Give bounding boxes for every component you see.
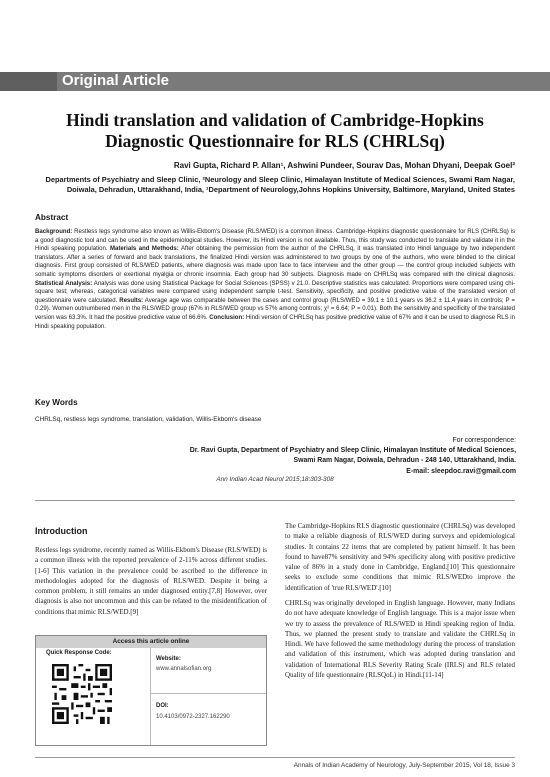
journal-citation: Ann Indian Acad Neurol 2015;18:303-308: [216, 476, 334, 483]
doi-value[interactable]: 10.4103/0972-2327.162290: [156, 714, 230, 720]
abstract-stats: Analysis was done using Statistical Package for Social Sciences (SPSS) v 21.0. Descriptive statistics was calculated. Proportions were compared using chi-square test; whereas, categorical variables were compared using independent sample t-test. Sensitivity, specificity, and positive predictive value of the translated version of questionnaire were calculated.: [35, 280, 515, 304]
introduction-heading: Introduction: [35, 526, 88, 536]
access-box-title: Access this article online: [36, 636, 266, 648]
page-footer: Annals of Indian Academy of Neurology, July-September 2015, Vol 18, Issue 3: [293, 762, 515, 769]
website-link[interactable]: www.annalsofian.org: [156, 666, 212, 672]
abstract-results: Average age was comparable between the cases and control group (RLS/WED = 39.1 ± 10.1 years vs 36.2 ± 11.4 years in controls; P = 0.29). Women outnumbered men in the RLS/WED group (67% in RLS/WED group vs 57% among controls; χ² = 6.64; P = 0.01). Both the sensitivity and specificity of the translated version was 63.3%. It had the positive predictive value of 66.6%.: [35, 297, 515, 321]
qr-code-label: Quick Response Code:: [46, 650, 112, 656]
correspondence-line-1: Dr. Ravi Gupta, Department of Psychiatry and Sleep Clinic, Himalayan Institute of Medical Sciences,: [189, 447, 516, 455]
abstract-results-label: Results:: [119, 297, 144, 304]
qr-code-image[interactable]: [52, 663, 112, 725]
section-label: Original Article: [62, 72, 169, 89]
article-title: Hindi translation and validation of Cambridge-Hopkins Diagnostic Questionnaire for RLS (CHRLSq): [66, 110, 484, 151]
doi-label: DOI:: [156, 703, 169, 709]
website-label: Website:: [156, 656, 181, 662]
correspondence-heading: For correspondence:: [452, 437, 516, 444]
correspondence-line-2: Swami Ram Nagar, Doiwala, Dehradun - 248 140, Uttarakhand, India.: [293, 457, 516, 465]
right-column-paragraph-2: CHRLSq was originally developed in English language. However, many Indians do not have adequate knowledge of English language. This is a major issue when we try to assess the prevalence of RLS/WED in Hindi speaking region of India. Thus, we planned the present study to translate and validate the CHRLSq in Hindi. We have followed the same methodology during the process of translation and validation of this instrument, which was adopted during translation and validation of International RLS Severity Rating Scale (IRLS) and RLS related Quality of life questionnaire (RLSQoL) in Hindi.[11-14]: [285, 599, 515, 680]
correspondence-block: [120, 436, 516, 477]
abstract-stats-label: Statistical Analysis:: [35, 280, 93, 287]
affiliations: Departments of Psychiatry and Sleep Clinic, ²Neurology and Sleep Clinic, Himalayan Institute of Medical Sciences, Swami Ram Nagar, Doiwala, Dehradun, Uttarakhand, India, ¹Department of Neurology,Johns Hopkins University, Baltimore, Maryland, United States: [45, 175, 515, 194]
abstract-methods: After obtaining the permission from the author of the CHRLSq, it was translated into Hindi language by two independent translators. After a series of forward and back translations, the finalized Hindi version was administered to two groups by one of the authors, who were blinded to the clinical diagnosis. First group consisted of RLS/WED patients, where diagnosis was made upon face to face interview and the other group — the control group included subjects with somatic symptoms disorders or exertional myalgia or chronic insomnia. Each group had 30 subjects. Diagnosis made on CHRLSq was compared with the clinical diagnosis.: [35, 246, 515, 278]
section-divider: [35, 500, 515, 501]
keywords-list: CHRLSq, restless legs syndrome, translation, validation, Willis-Ekbom's disease: [35, 416, 262, 423]
introduction-paragraph: Restless legs syndrome, recently named as Willis-Ekbom's Disease (RLS/WED) is a common illness with the reported prevalence of 2-11% across different studies.[1-6] This variation in the prevalence could be ascribed to the difference in methodologies adopted for the diagnosis of RLS/WED. Despite it being a common problem, it still remains an under diagnosed entity.[7,8] However, over diagnosis is also not uncommon and this can be related to the misidentification of conditions that mimic RLS/WED.[9]: [35, 546, 267, 616]
abstract-heading: Abstract: [35, 213, 69, 222]
footer-divider: [35, 757, 515, 758]
access-box-hdivider: [150, 693, 266, 694]
access-box-divider: [150, 648, 151, 745]
author-list: Ravi Gupta, Richard P. Allan¹, Ashwini Pundeer, Sourav Das, Mohan Dhyani, Deepak Goel²: [173, 161, 515, 170]
access-online-box: [35, 635, 267, 746]
right-column-paragraph-1: The Cambridge-Hopkins RLS diagnostic questionnaire (CHRLSq) was developed to make a reliable diagnosis of RLS/WED during surveys and epidemiological studies. It contains 22 items that are completed by patient himself. It has been found to have87% sensitivity and 94% specificity along with positive predictive value of 86% in a study done in Cambridge, England.[10] This questionnaire seeks to exclude some conditions that mimic RLS/WEDto improve the identification of 'true RLS/WED'.[10]: [285, 522, 515, 592]
correspondence-email[interactable]: E-mail: sleepdoc.ravi@gmail.com: [406, 467, 516, 475]
abstract-background: Restless legs syndrome also known as Willis-Ekbom's Disease (RLS/WED) is a common illness. Cambridge-Hopkins diagnostic questionnaire for RLS (CHRLSq) is a good diagnostic tool and can be used in the epidemiological studies. However, its Hindi version is not available. Thus, this study was conducted to translate and validate it in the Hindi speaking population.: [35, 229, 515, 253]
section-bar-accent: [0, 72, 57, 91]
abstract-conclusion: Hindi version of CHRLSq has positive predictive value of 67% and it can be used to diagnose RLS in Hindi speaking population.: [35, 314, 515, 330]
abstract-conclusion-label: Conclusion:: [209, 314, 245, 321]
abstract-body: [35, 228, 515, 331]
abstract-background-label: Background:: [35, 229, 73, 235]
qr-code-icon: [52, 663, 112, 725]
keywords-heading: Key Words: [35, 398, 78, 407]
abstract-methods-label: Materials and Methods:: [110, 246, 179, 253]
